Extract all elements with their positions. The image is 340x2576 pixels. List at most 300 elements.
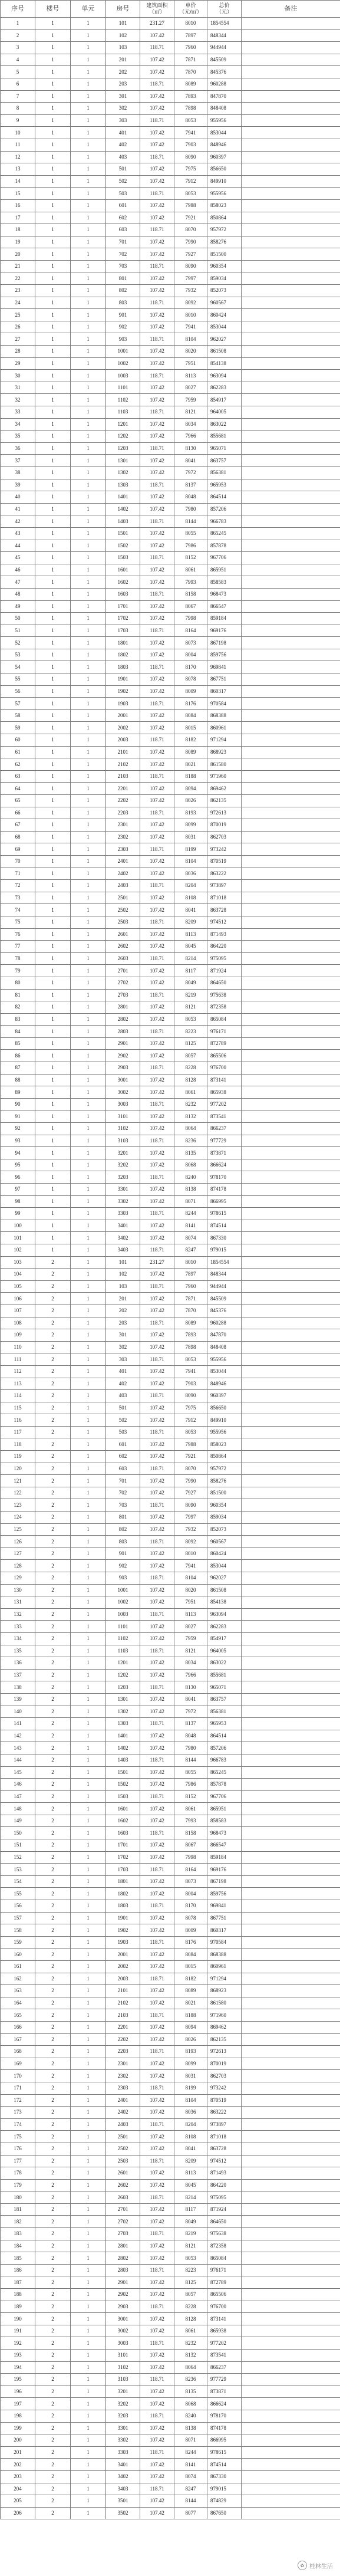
cell-unit: 1	[71, 1596, 106, 1609]
cell-unit: 1	[71, 127, 106, 139]
cell-building: 2	[35, 2167, 71, 2180]
cell-building: 2	[35, 2021, 71, 2033]
cell-area: 107.42	[140, 466, 174, 479]
cell-unit: 1	[71, 2313, 106, 2325]
cell-total: 869462	[207, 783, 242, 795]
cell-room: 2301	[106, 819, 140, 832]
cell-building: 2	[35, 1305, 71, 1317]
cell-note	[242, 1013, 340, 1026]
cell-no: 106	[1, 1293, 35, 1305]
cell-note	[242, 1353, 340, 1366]
cell-no: 18	[1, 224, 35, 236]
cell-unit: 1	[71, 527, 106, 540]
cell-price: 8247	[174, 2483, 207, 2495]
cell-area: 118.71	[140, 1062, 174, 1075]
cell-room: 2801	[106, 2240, 140, 2252]
cell-total: 960567	[207, 1536, 242, 1548]
cell-unit: 1	[71, 442, 106, 455]
cell-building: 2	[35, 2046, 71, 2058]
cell-total: 867330	[207, 1232, 242, 1244]
cell-unit: 1	[71, 431, 106, 443]
cell-total: 966783	[207, 1754, 242, 1766]
cell-unit: 1	[71, 1390, 106, 1402]
cell-total: 868388	[207, 1949, 242, 1961]
cell-no: 120	[1, 1463, 35, 1475]
cell-area: 118.71	[140, 1790, 174, 1803]
cell-room: 2403	[106, 880, 140, 892]
cell-unit: 1	[71, 2082, 106, 2094]
cell-total: 859034	[207, 272, 242, 285]
cell-area: 118.71	[140, 2374, 174, 2386]
cell-building: 2	[35, 1632, 71, 1645]
cell-no: 38	[1, 466, 35, 479]
cell-price: 8049	[174, 977, 207, 989]
cell-no: 206	[1, 2507, 35, 2519]
cell-no: 4	[1, 54, 35, 66]
cell-price: 7951	[174, 1596, 207, 1609]
cell-note	[242, 819, 340, 832]
cell-area: 107.42	[140, 1742, 174, 1754]
cell-price: 7903	[174, 1378, 207, 1390]
cell-building: 2	[35, 1584, 71, 1596]
cell-price: 8053	[174, 2252, 207, 2265]
cell-total: 848344	[207, 29, 242, 42]
cell-note	[242, 1244, 340, 1256]
cell-unit: 1	[71, 2046, 106, 2058]
cell-unit: 1	[71, 1475, 106, 1487]
cell-building: 1	[35, 600, 71, 613]
cell-unit: 1	[71, 698, 106, 710]
cell-building: 2	[35, 2350, 71, 2362]
cell-total: 853044	[207, 1365, 242, 1378]
cell-room: 2701	[106, 2203, 140, 2216]
cell-room: 603	[106, 1463, 140, 1475]
cell-room: 103	[106, 1280, 140, 1293]
table-row	[1, 1790, 340, 1803]
cell-note	[242, 2155, 340, 2167]
table-row	[1, 2337, 340, 2350]
cell-note	[242, 1414, 340, 1427]
cell-unit: 1	[71, 1912, 106, 1924]
cell-building: 1	[35, 163, 71, 176]
header-price-label: 单价	[185, 2, 196, 8]
cell-area: 107.42	[140, 2470, 174, 2483]
table-row	[1, 1936, 340, 1949]
cell-note	[242, 2276, 340, 2289]
cell-no: 45	[1, 552, 35, 564]
table-row	[1, 1827, 340, 1839]
cell-note	[242, 625, 340, 637]
cell-area: 118.71	[140, 1900, 174, 1913]
cell-building: 2	[35, 2507, 71, 2519]
cell-building: 1	[35, 127, 71, 139]
cell-note	[242, 2009, 340, 2022]
cell-room: 1202	[106, 431, 140, 443]
cell-total: 872358	[207, 1001, 242, 1014]
cell-building: 1	[35, 613, 71, 625]
cell-unit: 1	[71, 916, 106, 928]
cell-unit: 1	[71, 1171, 106, 1184]
table-row	[1, 1912, 340, 1924]
cell-building: 2	[35, 2337, 71, 2350]
cell-total: 862135	[207, 2033, 242, 2046]
cell-no: 195	[1, 2374, 35, 2386]
table-row	[1, 1536, 340, 1548]
cell-no: 101	[1, 1232, 35, 1244]
cell-note	[242, 2179, 340, 2191]
table-row	[1, 649, 340, 661]
table-row	[1, 1438, 340, 1451]
cell-area: 118.71	[140, 2446, 174, 2459]
cell-price: 8055	[174, 527, 207, 540]
cell-building: 2	[35, 1269, 71, 1281]
cell-area: 107.42	[140, 673, 174, 686]
cell-building: 2	[35, 1463, 71, 1475]
cell-room: 201	[106, 54, 140, 66]
cell-unit: 1	[71, 625, 106, 637]
cell-room: 2501	[106, 2131, 140, 2143]
cell-note	[242, 2191, 340, 2204]
cell-no: 146	[1, 1779, 35, 1791]
cell-area: 107.42	[140, 1220, 174, 1232]
cell-total: 861508	[207, 346, 242, 358]
cell-room: 102	[106, 1269, 140, 1281]
cell-no: 54	[1, 661, 35, 673]
cell-area: 118.71	[140, 880, 174, 892]
cell-building: 1	[35, 795, 71, 807]
cell-room: 2401	[106, 855, 140, 868]
cell-price: 8068	[174, 1159, 207, 1171]
cell-room: 2902	[106, 2289, 140, 2301]
cell-note	[242, 1669, 340, 1681]
cell-total: 866547	[207, 600, 242, 613]
table-row	[1, 1232, 340, 1244]
cell-building: 1	[35, 770, 71, 783]
cell-building: 1	[35, 466, 71, 479]
table-row	[1, 175, 340, 188]
cell-price: 8113	[174, 2167, 207, 2180]
cell-price: 8121	[174, 1645, 207, 1657]
cell-no: 166	[1, 2021, 35, 2033]
table-row	[1, 625, 340, 637]
cell-unit: 1	[71, 2107, 106, 2119]
cell-area: 107.42	[140, 1001, 174, 1014]
table-row	[1, 1864, 340, 1876]
cell-no: 127	[1, 1547, 35, 1560]
table-row	[1, 1305, 340, 1317]
cell-area: 107.42	[140, 2240, 174, 2252]
cell-total: 871924	[207, 2203, 242, 2216]
cell-note	[242, 442, 340, 455]
cell-total: 963094	[207, 1608, 242, 1621]
cell-room: 303	[106, 1353, 140, 1366]
cell-building: 2	[35, 1693, 71, 1706]
cell-unit: 1	[71, 1790, 106, 1803]
cell-price: 7980	[174, 503, 207, 515]
cell-price: 8121	[174, 406, 207, 419]
cell-no: 68	[1, 831, 35, 843]
table-row	[1, 2264, 340, 2276]
cell-unit: 1	[71, 1050, 106, 1062]
cell-room: 1303	[106, 479, 140, 491]
cell-area: 107.42	[140, 2203, 174, 2216]
cell-area: 107.42	[140, 758, 174, 771]
cell-price: 7975	[174, 163, 207, 176]
cell-room: 2503	[106, 916, 140, 928]
cell-total: 955956	[207, 1426, 242, 1438]
cell-no: 100	[1, 1220, 35, 1232]
cell-no: 32	[1, 394, 35, 406]
table-row	[1, 285, 340, 297]
cell-total: 960567	[207, 297, 242, 309]
cell-area: 118.71	[140, 333, 174, 346]
cell-note	[242, 2410, 340, 2422]
cell-total: 871493	[207, 2167, 242, 2180]
cell-note	[242, 1790, 340, 1803]
cell-note	[242, 2070, 340, 2082]
cell-building: 2	[35, 2422, 71, 2434]
cell-unit: 1	[71, 2203, 106, 2216]
cell-building: 2	[35, 1949, 71, 1961]
cell-price: 8223	[174, 2264, 207, 2276]
cell-area: 107.42	[140, 1669, 174, 1681]
cell-area: 118.71	[140, 989, 174, 1001]
cell-total: 873141	[207, 1074, 242, 1086]
cell-area: 107.42	[140, 868, 174, 880]
cell-unit: 1	[71, 2191, 106, 2204]
cell-no: 67	[1, 819, 35, 832]
table-row	[1, 685, 340, 698]
table-header-row	[1, 1, 340, 18]
cell-room: 1603	[106, 588, 140, 600]
cell-unit: 1	[71, 989, 106, 1001]
table-row	[1, 2507, 340, 2519]
header-no: 序号	[1, 1, 35, 18]
cell-area: 118.71	[140, 260, 174, 272]
cell-room: 1903	[106, 1936, 140, 1949]
cell-price: 8045	[174, 941, 207, 953]
table-row	[1, 2167, 340, 2180]
cell-room: 303	[106, 114, 140, 127]
cell-room: 603	[106, 224, 140, 236]
cell-unit: 1	[71, 1123, 106, 1135]
cell-area: 118.71	[140, 2410, 174, 2422]
cell-area: 107.42	[140, 1147, 174, 1159]
cell-note	[242, 649, 340, 661]
cell-price: 7941	[174, 1365, 207, 1378]
cell-building: 2	[35, 1341, 71, 1353]
cell-no: 53	[1, 649, 35, 661]
cell-note	[242, 103, 340, 115]
cell-unit: 1	[71, 2289, 106, 2301]
cell-no: 176	[1, 2143, 35, 2155]
cell-no: 151	[1, 1839, 35, 1852]
cell-total: 851500	[207, 1487, 242, 1499]
cell-no: 116	[1, 1414, 35, 1427]
cell-room: 703	[106, 260, 140, 272]
cell-room: 2701	[106, 965, 140, 977]
cell-room: 2201	[106, 783, 140, 795]
cell-room: 1803	[106, 1900, 140, 1913]
cell-total: 858583	[207, 1815, 242, 1827]
table-row	[1, 1184, 340, 1196]
table-row	[1, 466, 340, 479]
table-row	[1, 66, 340, 78]
cell-no: 137	[1, 1669, 35, 1681]
cell-total: 860961	[207, 1961, 242, 1973]
cell-area: 107.42	[140, 1523, 174, 1536]
cell-unit: 1	[71, 418, 106, 431]
cell-unit: 1	[71, 2337, 106, 2350]
table-row	[1, 819, 340, 832]
cell-no: 170	[1, 2070, 35, 2082]
cell-no: 114	[1, 1390, 35, 1402]
table-row	[1, 2350, 340, 2362]
cell-note	[242, 1086, 340, 1099]
cell-room: 1101	[106, 1621, 140, 1633]
cell-area: 107.42	[140, 1110, 174, 1123]
cell-price: 8057	[174, 1050, 207, 1062]
cell-unit: 1	[71, 576, 106, 589]
cell-no: 124	[1, 1512, 35, 1524]
cell-room: 3403	[106, 1244, 140, 1256]
cell-unit: 1	[71, 552, 106, 564]
cell-note	[242, 1329, 340, 1342]
cell-note	[242, 1378, 340, 1390]
table-row	[1, 2143, 340, 2155]
cell-building: 1	[35, 661, 71, 673]
cell-unit: 1	[71, 564, 106, 576]
table-row	[1, 2203, 340, 2216]
cell-area: 107.42	[140, 1912, 174, 1924]
cell-total: 859756	[207, 649, 242, 661]
cell-area: 107.42	[140, 2398, 174, 2410]
cell-area: 118.71	[140, 1244, 174, 1256]
cell-building: 1	[35, 1050, 71, 1062]
cell-area: 118.71	[140, 1645, 174, 1657]
cell-note	[242, 1475, 340, 1487]
cell-note	[242, 2094, 340, 2107]
cell-note	[242, 685, 340, 698]
cell-room: 2002	[106, 1961, 140, 1973]
cell-room: 2202	[106, 2033, 140, 2046]
cell-no: 132	[1, 1608, 35, 1621]
cell-room: 3103	[106, 1135, 140, 1147]
cell-room: 501	[106, 1402, 140, 1414]
cell-unit: 1	[71, 2374, 106, 2386]
cell-no: 153	[1, 1864, 35, 1876]
cell-note	[242, 770, 340, 783]
cell-total: 874514	[207, 2459, 242, 2471]
cell-room: 2303	[106, 843, 140, 856]
cell-room: 2802	[106, 2252, 140, 2265]
cell-room: 2003	[106, 1973, 140, 1985]
cell-note	[242, 637, 340, 649]
cell-unit: 1	[71, 795, 106, 807]
table-row	[1, 770, 340, 783]
cell-unit: 1	[71, 1512, 106, 1524]
header-room: 房号	[106, 1, 140, 18]
cell-note	[242, 42, 340, 54]
cell-building: 2	[35, 2058, 71, 2070]
cell-unit: 1	[71, 1220, 106, 1232]
cell-room: 3403	[106, 2483, 140, 2495]
cell-area: 107.42	[140, 1621, 174, 1633]
cell-building: 1	[35, 321, 71, 333]
table-row	[1, 1353, 340, 1366]
cell-no: 144	[1, 1754, 35, 1766]
cell-room: 2102	[106, 758, 140, 771]
cell-total: 957972	[207, 224, 242, 236]
cell-room: 701	[106, 236, 140, 248]
cell-area: 118.71	[140, 625, 174, 637]
cell-total: 960354	[207, 1499, 242, 1512]
cell-note	[242, 188, 340, 200]
cell-room: 2703	[106, 2228, 140, 2240]
cell-note	[242, 2033, 340, 2046]
cell-total: 857206	[207, 503, 242, 515]
cell-building: 1	[35, 880, 71, 892]
cell-building: 2	[35, 1596, 71, 1609]
cell-area: 118.71	[140, 843, 174, 856]
table-row	[1, 1013, 340, 1026]
cell-building: 1	[35, 346, 71, 358]
cell-room: 703	[106, 1499, 140, 1512]
cell-unit: 1	[71, 855, 106, 868]
cell-no: 205	[1, 2495, 35, 2508]
cell-no: 85	[1, 1037, 35, 1050]
table-row	[1, 418, 340, 431]
cell-note	[242, 503, 340, 515]
cell-no: 183	[1, 2228, 35, 2240]
cell-unit: 1	[71, 1632, 106, 1645]
cell-note	[242, 1693, 340, 1706]
cell-area: 118.71	[140, 2483, 174, 2495]
cell-total: 978170	[207, 2410, 242, 2422]
cell-area: 107.42	[140, 2350, 174, 2362]
cell-room: 2501	[106, 892, 140, 904]
cell-note	[242, 1900, 340, 1913]
cell-unit: 1	[71, 868, 106, 880]
cell-total: 865938	[207, 1086, 242, 1099]
cell-no: 197	[1, 2398, 35, 2410]
cell-building: 2	[35, 2386, 71, 2398]
cell-price: 8004	[174, 1888, 207, 1900]
table-row	[1, 1098, 340, 1110]
cell-unit: 1	[71, 285, 106, 297]
cell-unit: 1	[71, 1718, 106, 1730]
cell-area: 107.42	[140, 212, 174, 224]
cell-note	[242, 479, 340, 491]
cell-room: 1702	[106, 613, 140, 625]
cell-total: 968473	[207, 1827, 242, 1839]
cell-building: 1	[35, 272, 71, 285]
cell-area: 118.71	[140, 1390, 174, 1402]
table-row	[1, 928, 340, 941]
table-row	[1, 600, 340, 613]
cell-note	[242, 1365, 340, 1378]
cell-unit: 1	[71, 880, 106, 892]
cell-no: 43	[1, 527, 35, 540]
cell-room: 902	[106, 1560, 140, 1572]
cell-building: 1	[35, 843, 71, 856]
cell-unit: 1	[71, 260, 106, 272]
cell-building: 2	[35, 1912, 71, 1924]
cell-unit: 1	[71, 2483, 106, 2495]
cell-building: 2	[35, 2155, 71, 2167]
cell-no: 140	[1, 1706, 35, 1718]
table-row	[1, 2179, 340, 2191]
